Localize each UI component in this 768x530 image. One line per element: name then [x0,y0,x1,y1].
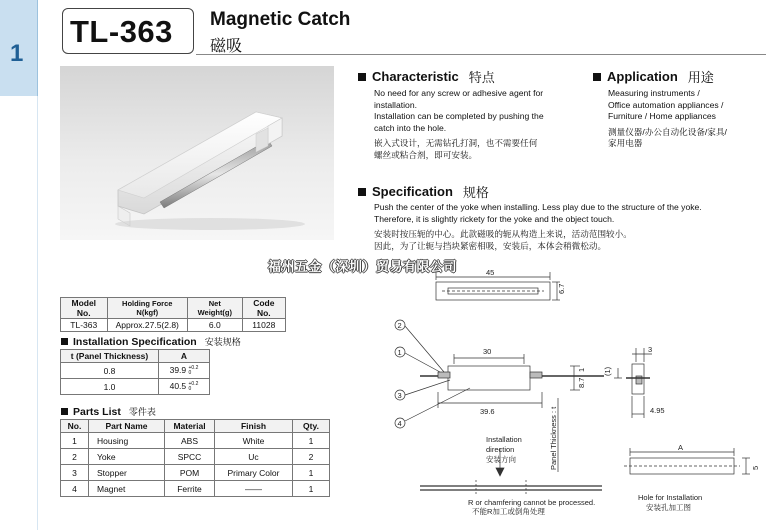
table-header: Material [165,420,215,433]
table-header-row [61,298,286,319]
dimension-label: 5 [751,465,760,470]
table-cell: White [215,433,293,449]
install-direction-label: direction [486,445,515,454]
parts-list-table [60,419,330,497]
tolerance-upper: +0.2 [188,364,199,371]
table-header: Finish [215,420,293,433]
dimension-label: 45 [486,268,495,277]
table-cell: 1 [293,433,330,449]
text-line: 螺丝或粘合剂，即可安装。 [374,149,478,160]
install-direction-label: 安装方向 [486,455,516,464]
characteristic-heading [358,67,495,86]
installation-spec-heading [61,335,241,348]
application-heading [593,67,714,86]
table-cell: 2 [293,449,330,465]
table-cell: Magnet [89,481,165,497]
dimension-label: 30 [483,347,492,356]
company-watermark: 福州五金（深圳）贸易有限公司 [268,259,458,274]
text-line: 测量仪器/办公自动化设备/家具/ [608,126,727,137]
application-text [608,88,766,150]
text-line: No need for any screw or adhesive agent for [374,88,544,98]
tolerance-upper: +0.2 [188,380,199,387]
chapter-number: 1 [10,40,24,67]
table-cell: Yoke [89,449,165,465]
magnetic-catch-illustration [60,66,334,240]
table-row [61,319,286,332]
table-header: No. [61,420,89,433]
table-cell: Ferrite [165,481,215,497]
model-number: TL-363 [70,14,173,49]
table-row [61,449,330,465]
table-cell: 4 [61,481,89,497]
specification-heading [358,182,489,201]
hole-note-cn: 安装孔加工图 [646,503,691,512]
chamfer-note-cn: 不能R加工或倒角处理 [472,507,545,516]
dimension-value: 39.9 [169,365,187,376]
text-line: 安装时按压轭的中心。此款磁吸的轭从构造上来说，活动范围较小。 [374,229,632,239]
text-line: 家用电器 [608,138,643,148]
installation-spec-title-cn: 安装规格 [204,337,241,347]
end-view-yoke [636,376,642,384]
table-header: A [159,350,210,363]
bullet-square-icon [61,408,68,415]
chamfer-note: R or chamfering cannot be processed. [468,498,596,507]
bullet-square-icon [358,188,366,196]
dimension-label: 6.7 [557,283,566,294]
product-title: Magnetic Catch [210,9,351,30]
text-line: Office automation appliances / [608,99,724,110]
table-row [61,481,330,497]
model-table [60,297,286,332]
table-cell: 11028 [242,319,285,332]
table-cell [159,379,210,395]
dimension-label: 3 [648,345,653,354]
callout-label: 4 [397,419,402,428]
dimension-label: A [678,443,684,452]
table-cell: 1.0 [61,379,159,395]
text-line: 因此，为了让轭与挡块紧密相吸，安装后，本体会稍微松动。 [374,240,607,251]
text-line: Furniture / Home appliances [608,111,716,121]
table-cell: SPCC [165,449,215,465]
side-divider [0,96,38,530]
table-cell: 3 [61,465,89,481]
callout-label: 1 [397,348,402,357]
table-header: Net Weight(g) [187,298,242,319]
table-cell: ABS [165,433,215,449]
installation-spec-title: Installation Specification [73,335,197,348]
hole-note: Hole for Installation [638,493,703,502]
table-cell: 1 [293,465,330,481]
table-row [61,433,330,449]
table-row [61,465,330,481]
text-line: Measuring instruments / [608,88,700,98]
text-line: catch into the hole. [374,122,447,133]
parts-list-title-cn: 零件表 [128,407,156,417]
callout-label: 3 [397,391,402,400]
side-view-flange [530,372,542,378]
table-header: Model No. [61,298,108,319]
dimension-label: (1) [603,366,612,376]
table-cell: Housing [89,433,165,449]
table-header-row [61,350,210,363]
table-header: Code No. [242,298,285,319]
table-header: Qty. [293,420,330,433]
text-line: Push the center of the yoke when installing. Less play due to the structure of the yoke. [374,202,702,212]
parts-list-heading [61,405,156,418]
table-cell: POM [165,465,215,481]
table-cell: TL-363 [61,319,108,332]
table-cell: Stopper [89,465,165,481]
panel-thickness-label: Panel Thickness : t [549,406,558,470]
technical-drawing [380,268,766,526]
specification-title-cn: 规格 [462,185,489,200]
product-title-cn: 磁吸 [210,38,243,55]
characteristic-text [374,88,594,161]
parts-list-title: Parts List [73,405,121,418]
tolerance-lower: 0 [188,369,192,376]
tolerance-lower: 0 [188,385,192,392]
installation-spec-table [60,349,210,395]
text-line: Therefore, it is slightly rickety for the yoke and the object touch. [374,213,615,224]
table-cell: Primary Color [215,465,293,481]
dimension-value: 40.5 [169,381,187,392]
product-photo [60,66,334,240]
table-cell [159,363,210,379]
characteristic-title: Characteristic [372,69,459,84]
text-line: 嵌入式设计，无需钻孔打洞，也不需要任何 [374,138,538,148]
tolerance [189,382,199,392]
header-divider [196,54,766,55]
dimension-label: 4.95 [650,406,665,415]
table-cell: Uc [215,449,293,465]
table-cell: 1 [61,433,89,449]
dimension-label: 8.7 [577,377,586,388]
table-cell: 0.8 [61,363,159,379]
side-view-body [448,366,530,390]
text-line: Installation can be completed by pushing the [374,111,544,121]
table-header: t (Panel Thickness) [61,350,159,363]
side-view-flange [438,372,450,378]
install-direction-label: Installation [486,435,522,444]
table-header: Holding Force N(kgf) [107,298,187,319]
table-header-row [61,420,330,433]
bullet-square-icon [593,73,601,81]
table-row [61,379,210,395]
tolerance [189,366,199,376]
table-row [61,363,210,379]
table-cell: 1 [293,481,330,497]
table-cell: —— [215,481,293,497]
dimension-label: 39.6 [480,407,495,416]
dimension-label: 1 [577,367,586,372]
table-cell: 2 [61,449,89,465]
specification-title: Specification [372,184,453,199]
specification-text [374,202,766,252]
table-header: Part Name [89,420,165,433]
callout-label: 2 [397,321,402,330]
table-cell: 6.0 [187,319,242,332]
text-line: installation. [374,99,417,110]
application-title: Application [607,69,678,84]
table-cell: Approx.27.5(2.8) [107,319,187,332]
bullet-square-icon [61,338,68,345]
bullet-square-icon [358,73,366,81]
application-title-cn: 用途 [687,70,714,85]
characteristic-title-cn: 特点 [468,70,495,85]
